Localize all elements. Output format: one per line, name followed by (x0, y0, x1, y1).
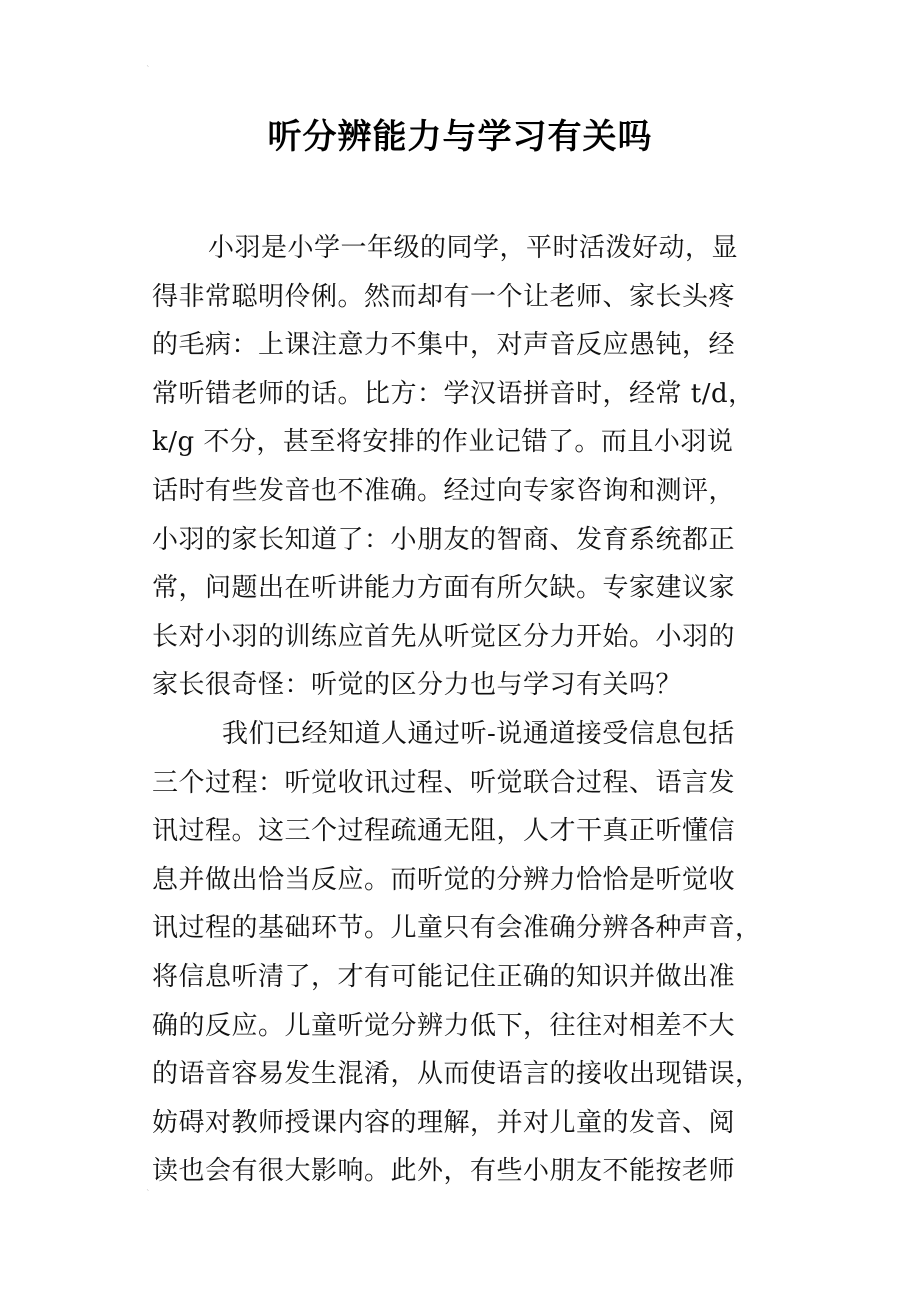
text-line: 小羽的家长知道了：小朋友的智商、发育系统都正 (152, 524, 736, 555)
text-line: 长对小羽的训练应首先从听觉区分力开始。小羽的 (152, 621, 736, 652)
text-line: 家长很奇怪：听觉的区分力也与学习有关吗？ (152, 670, 683, 701)
corner-crop-mark: ˋ (146, 66, 151, 76)
text-line: 话时有些发音也不准确。经过向专家咨询和测评， (152, 475, 736, 506)
text-line: 小羽是小学一年级的同学，平时活泼好动，显 (208, 233, 739, 263)
text-line: 三个过程：听觉收讯过程、听觉联合过程、语言发 (152, 767, 736, 798)
paragraph-2 (152, 710, 772, 1196)
document-body (152, 224, 772, 1196)
document-title: 听分辨能力与学习有关吗 (267, 117, 653, 157)
text-line: 妨碍对教师授课内容的理解，并对儿童的发音、阅 (152, 1107, 736, 1138)
corner-crop-mark: ˋ (146, 1190, 151, 1200)
text-line: 确的反应。儿童听觉分辨力低下，往往对相差不大 (152, 1010, 736, 1041)
paragraph-1 (152, 224, 772, 710)
text-line: 常听错老师的话。比方：学汉语拼音时，经常 t/d， (152, 378, 755, 409)
text-line: 讯过程。这三个过程疏通无阻，人才干真正听懂信 (152, 816, 736, 847)
text-line: 的毛病：上课注意力不集中，对声音反应愚钝，经 (152, 330, 736, 361)
text-line: 将信息听清了，才有可能记住正确的知识并做出准 (152, 961, 736, 992)
text-line: k/g 不分，甚至将安排的作业记错了。而且小羽说 (152, 427, 734, 458)
text-line: 得非常聪明伶俐。然而却有一个让老师、家长头疼 (152, 281, 736, 312)
text-line: 息并做出恰当反应。而听觉的分辨力恰恰是听觉收 (152, 864, 736, 895)
text-line: 讯过程的基础环节。儿童只有会准确分辨各种声音， (152, 913, 762, 944)
text-line: 我们已经知道人通过听-说通道接受信息包括 (222, 718, 735, 749)
text-line: 常，问题出在听讲能力方面有所欠缺。专家建议家 (152, 573, 736, 604)
text-line: 的语音容易发生混淆，从而使语言的接收出现错误， (152, 1059, 762, 1090)
text-line: 读也会有很大影响。此外，有些小朋友不能按老师 (152, 1156, 736, 1187)
